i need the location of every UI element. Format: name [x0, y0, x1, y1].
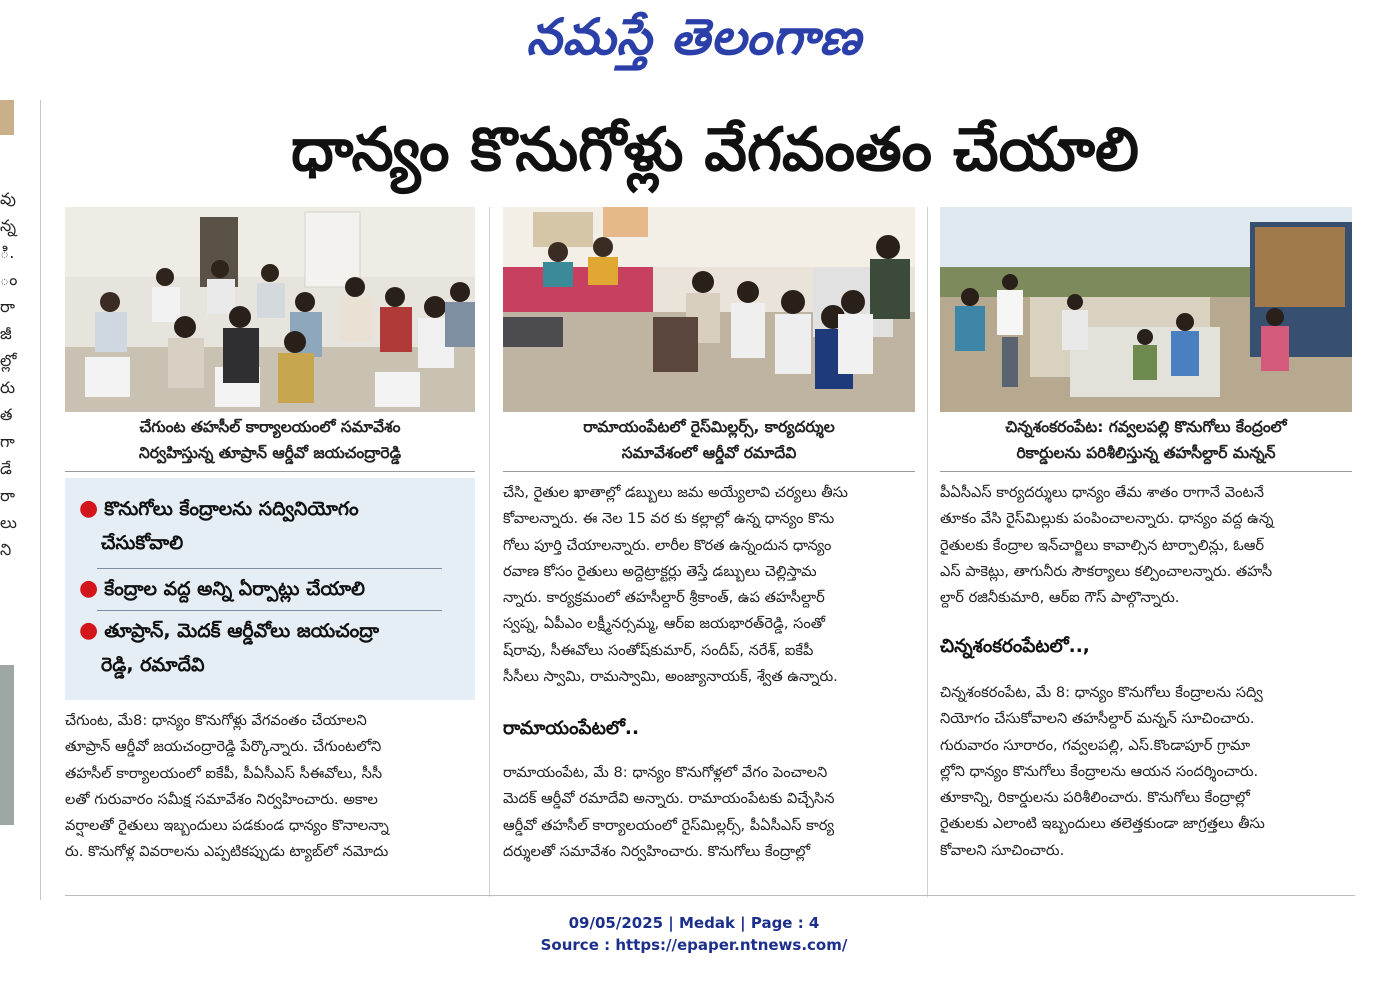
- body-line: తహసీల్ కార్యాలయంలో ఐకేపీ, పీఏసీఎస్ సీఈవోలు, సీసీ: [65, 764, 383, 782]
- footer: [0, 912, 1388, 956]
- article-body-col2a: [503, 480, 915, 690]
- neighbor-text-fragment: ని: [0, 540, 12, 559]
- masthead-logo: నమస్తే తెలంగాణ: [526, 8, 862, 66]
- highlight-text: కొనుగోలు కేంద్రాలను సద్వినియోగం: [104, 498, 359, 520]
- body-line: ఎస్ పాకెట్లు, తాగునీరు సౌకర్యాలు కల్పించాలన్నారు. తహసీ: [940, 562, 1273, 580]
- neighbor-text-fragment: రా: [0, 486, 15, 505]
- article-body-col3a: [940, 480, 1352, 611]
- highlight-item: [79, 492, 469, 560]
- neighbor-text-fragment: ల్లో: [0, 351, 17, 370]
- neighbor-text-fragment: జీ: [0, 324, 12, 343]
- neighbor-text-fragment: రా: [0, 297, 15, 316]
- highlight-item: [79, 572, 469, 606]
- body-line: రవాణ కోసం రైతులు అద్దెట్రాక్టర్లు తెస్తే డబ్బులు చెల్లిస్తామ: [503, 562, 817, 580]
- body-line: ల్దార్ రజినీకుమారి, ఆర్ఐ గౌస్ పాల్గొన్నారు.: [940, 589, 1180, 607]
- headline-text: ధాన్యం కొనుగోళ్లు వేగవంతం చేయాలి: [290, 115, 1139, 185]
- body-line: కోవాలని సూచించారు.: [940, 841, 1065, 859]
- highlight-text: కేంద్రాల వద్ద అన్ని ఏర్పాట్లు చేయాలి: [104, 578, 365, 600]
- page-bottom-rule: [65, 895, 1355, 896]
- divider: [97, 568, 442, 569]
- body-line: చేసి, రైతుల ఖాతాల్లో డబ్బులు జమ అయ్యేలావి చర్యలు తీసు: [503, 484, 848, 501]
- bullet-icon: ●: [79, 496, 99, 521]
- footer-source: Source : https://epaper.ntnews.com/: [540, 936, 848, 954]
- headline: [50, 100, 1380, 205]
- body-line: చిన్నశంకరంపేట, మే 8: ధాన్యం కొనుగోలు కేంద్రాలను సద్వి: [940, 684, 1263, 701]
- caption-line: రికార్డులను పరిశీలిస్తున్న తహసీల్దార్ మన్నన్: [1016, 444, 1276, 462]
- neighbor-text-fragment: న్న: [0, 216, 16, 235]
- bullet-icon: ●: [79, 618, 99, 643]
- column-divider: [489, 207, 490, 897]
- masthead: [0, 0, 1388, 80]
- divider: [97, 610, 442, 611]
- bullet-icon: ●: [79, 576, 99, 601]
- body-line: స్వప్న, ఏపీఎం లక్ష్మీనర్సమ్మ, ఆర్ఐ జయభారత్‌రెడ్డి, సంతో: [503, 615, 826, 633]
- highlight-text: చేసుకోవాలి: [101, 532, 184, 554]
- neighbor-text-fragment: త: [0, 405, 13, 424]
- neighbor-text-fragment: ి.: [0, 243, 15, 262]
- body-line: రైతులకు కేంద్రాల ఇన్‌చార్జిలు కావాల్సిన టార్పాలిన్లు, ఓఆర్: [940, 536, 1265, 554]
- body-line: నియోగం చేసుకోవాలని తహసీల్దార్ మన్నన్ సూచించారు.: [940, 710, 1255, 728]
- neighbor-text-fragment: రు: [0, 378, 16, 397]
- body-line: చేగుంట, మే8: ధాన్యం కొనుగోళ్లు వేగవంతం చేయాలని: [65, 712, 367, 729]
- body-line: తూకాన్ని, రికార్డులను పరిశీలించారు. కొనుగోలు కేంద్రాల్లో: [940, 789, 1250, 807]
- subhead-ramayampet: రామాయంపేటలో..: [503, 718, 639, 739]
- article-body-col3b: [940, 680, 1352, 864]
- caption-photo-1: [65, 414, 475, 466]
- body-line: వర్షాలతో రైతులు ఇబ్బందులు పడకుండ ధాన్యం కొనాలన్నా: [65, 817, 389, 835]
- neighbor-text-fragment: డే: [0, 459, 12, 478]
- neighbor-photo-fragment: [0, 100, 14, 135]
- body-line: ల్లోని ధాన్యం కొనుగోలు కేంద్రాలను ఆయన సందర్శించారు.: [940, 762, 1259, 780]
- highlight-item: [79, 614, 469, 682]
- highlight-text: తూప్రాన్, మెదక్ ఆర్డీవోలు జయచంద్రా: [104, 620, 380, 642]
- footer-date-edition: 09/05/2025 | Medak | Page : 4: [568, 914, 820, 932]
- caption-line: నిర్వహిస్తున్న తూప్రాన్ ఆర్డీవో జయచంద్రారెడ్డి: [138, 444, 402, 462]
- subhead-chinnashankarampet: చిన్నశంకరంపేటలో..,: [940, 636, 1090, 657]
- body-line: తూప్రాన్ ఆర్డీవో జయచంద్రారెడ్డి పేర్కొన్నారు. చేగుంటలోని: [65, 738, 382, 756]
- body-line: సీసీలు స్వామి, రామస్వామి, అంజ్యానాయక్, శ్వేత ఉన్నారు.: [503, 668, 838, 686]
- caption-rule: [940, 471, 1352, 472]
- neighbor-text-fragment: ం: [0, 270, 18, 289]
- highlights-box: [65, 478, 475, 700]
- photo-chegunta-meeting: [65, 207, 475, 412]
- body-line: రైతులకు ఎలాంటి ఇబ్బందులు తలెత్తకుండా జాగ్రత్తలు తీసు: [940, 815, 1265, 833]
- caption-rule: [503, 471, 915, 472]
- body-line: లతో గురువారం సమీక్ష సమావేశం నిర్వహించారు. అకాల: [65, 790, 378, 808]
- body-line: న్నారు. కార్యక్రమంలో తహసీల్దార్ శ్రీకాంత్, ఉప తహసీల్దార్: [503, 589, 825, 607]
- body-line: కోవాలన్నారు. ఈ నెల 15 వర కు కల్లాల్లో ఉన్న ధాన్యం కొను: [503, 510, 835, 528]
- neighbor-photo-fragment-2: [0, 665, 14, 825]
- body-line: దర్శులతో సమావేశం నిర్వహించారు. కొనుగోలు కేంద్రాల్లో: [503, 842, 811, 860]
- caption-line: రామాయంపేటలో రైస్‌మిల్లర్స్, కార్యదర్శుల: [583, 418, 835, 436]
- caption-line: సమావేశంలో ఆర్డీవో రమాదేవి: [621, 444, 797, 462]
- column-divider: [927, 207, 928, 897]
- photo-gavvalapalli-centre: [940, 207, 1352, 412]
- column-divider: [40, 100, 41, 900]
- caption-photo-2: [503, 414, 915, 466]
- neighbor-text-fragment: లు: [0, 513, 17, 532]
- body-line: ష్‌రావు, సీఈవోలు సంతోష్‌కుమార్, సందీప్, నరేశ్, ఐకేపీ: [503, 641, 814, 659]
- neighbor-text-fragment: వు: [0, 189, 16, 208]
- caption-photo-3: [940, 414, 1352, 466]
- body-line: రామాయంపేట, మే 8: ధాన్యం కొనుగోళ్లలో వేగం పెంచాలని: [503, 764, 828, 781]
- body-line: మెదక్ ఆర్డీవో రమాదేవి అన్నారు. రామాయంపేటకు విచ్చేసిన: [503, 790, 835, 808]
- body-line: పీఏసీఎస్ కార్యదర్శులు ధాన్యం తేమ శాతం రాగానే వెంటనే: [940, 484, 1265, 501]
- neighbor-text-fragment: గా: [0, 432, 15, 451]
- article-body-col2b: [503, 760, 915, 865]
- body-line: ఆర్డీవో తహసీల్ కార్యాలయంలో రైస్‌మిల్లర్స్, పీఏసీఎస్ కార్య: [503, 816, 835, 834]
- caption-rule: [65, 471, 475, 472]
- body-line: గురువారం సూరారం, గవ్వలపల్లి, ఎస్.కొండాపూర్ గ్రామా: [940, 736, 1251, 754]
- caption-line: చిన్నశంకరంపేట: గవ్వలపల్లి కొనుగోలు కేంద్రంలో: [1005, 418, 1287, 436]
- caption-line: చేగుంట తహసీల్ కార్యాలయంలో సమావేశం: [139, 418, 401, 436]
- photo-ramayampet-meeting: [503, 207, 915, 412]
- article-body-col1: [65, 708, 475, 866]
- body-line: గోలు పూర్తి చేయాలన్నారు. లారీల కొరత ఉన్నందున ధాన్యం: [503, 536, 832, 554]
- body-line: తూకం వేసి రైస్‌మిల్లుకు పంపించాలన్నారు. ధాన్యం వద్ద ఉన్న: [940, 510, 1274, 528]
- highlight-text: రెడ్డి, రమాదేవి: [101, 654, 205, 676]
- neighbor-article-fragment: [0, 185, 18, 985]
- body-line: రు. కొనుగోళ్ల వివరాలను ఎప్పటికప్పుడు ట్యాబ్‌లో నమోదు: [65, 843, 389, 861]
